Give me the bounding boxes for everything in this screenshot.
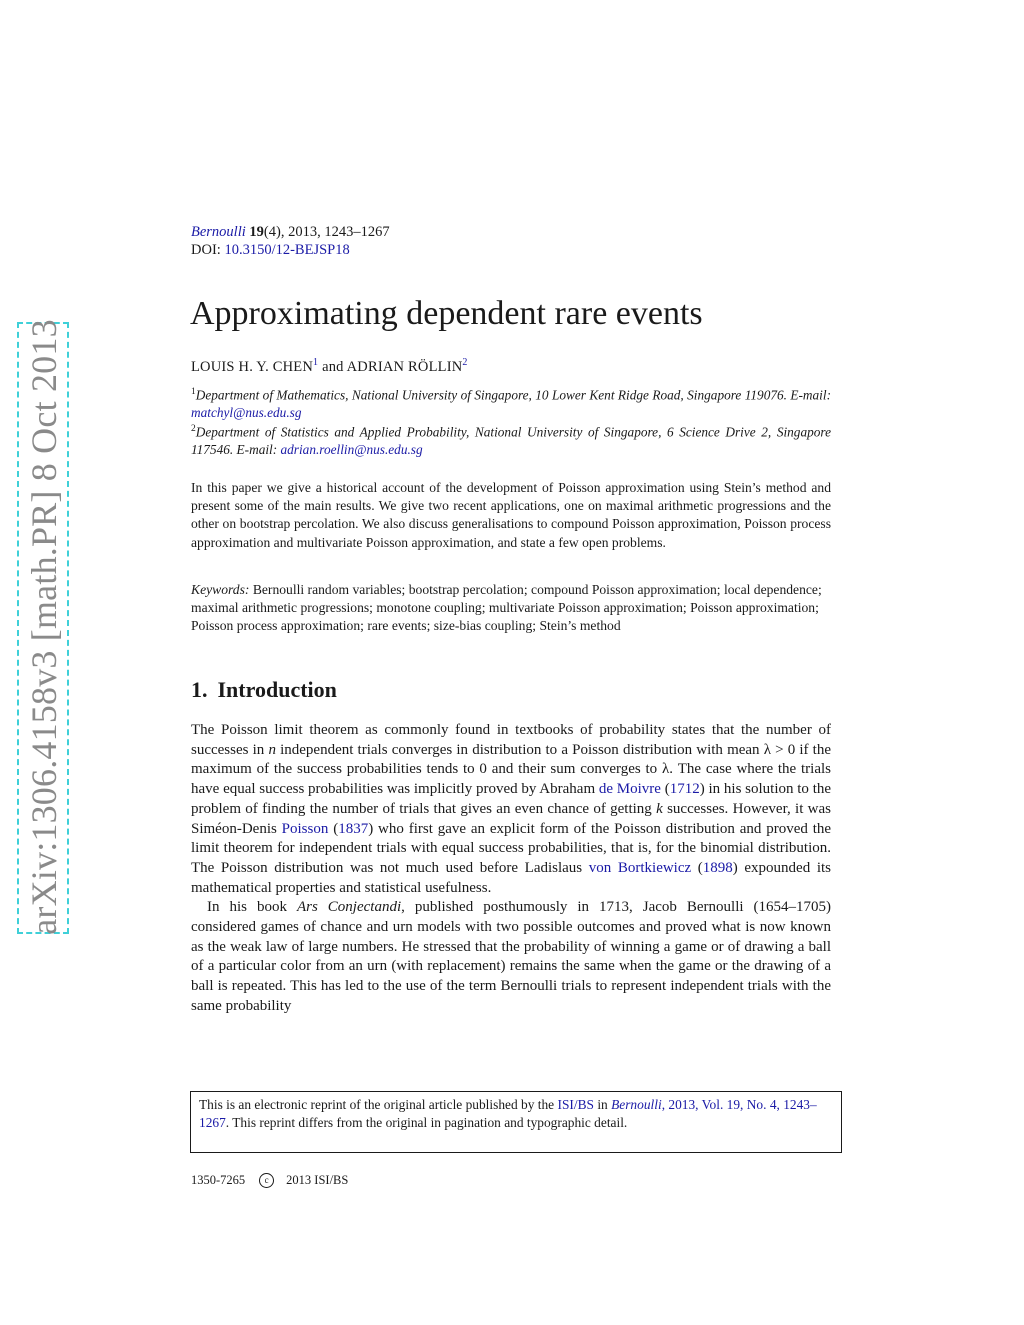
authors-and: and [322,358,344,375]
citation-year-1898[interactable]: 1898 [702,859,733,876]
affiliation-1-text: Department of Mathematics, National University of Singapore, 10 Lower Kent Ridge Road, Singapore 119076. E-mail: [195,387,831,403]
section-title: Introduction [217,677,337,702]
issn: 1350-7265 [191,1173,246,1187]
journal-citation-line [191,223,390,241]
paper-title: Approximating dependent rare events [190,295,703,332]
journal-volume: 19 [249,224,264,240]
text-run: who first gave an explicit form of the Poisson distribution and proved the limit theorem for independent trials with equal success probabilities, that is, for the binomial distribution. The Poisson distribution was not much used before Ladislaus [191,820,832,876]
author-1: LOUIS H. Y. CHEN [191,358,314,375]
affiliation-2 [191,420,831,459]
doi-line [191,241,390,259]
keywords [191,581,831,636]
citation-year-1712[interactable]: 1712 [669,781,700,798]
math-n: n [268,741,276,758]
text-run: expounded its mathematical properties and statistical usefulness. [191,859,831,896]
publisher-link[interactable]: ISI/BS [557,1097,594,1112]
journal-header [191,223,390,259]
copyright-symbol: c [259,1173,274,1188]
arxiv-identifier[interactable]: arXiv:1306.4158v3 [math.PR] 8 Oct 2013 [24,319,64,935]
citation-de-moivre[interactable]: de Moivre [598,781,661,798]
citation-poisson[interactable]: Poisson [281,820,329,837]
author-line [191,354,468,376]
paragraph-2 [191,898,831,1016]
journal-issue-pages: (4), 2013, 1243–1267 [263,224,390,240]
citation-von-bortkiewicz[interactable]: von Bortkiewicz [588,859,692,876]
text-run: successes. However, it was Siméon-Denis [191,800,831,837]
text-run: in his solution to the problem of finding the number of trials that gives an even chance of getting [191,781,832,817]
author-2-affil-ref[interactable]: 2 [462,357,468,368]
book-title-ars-conjectandi: Ars Conjectandi [296,899,402,916]
email-chen-link[interactable]: matchyl@nus.edu.sg [191,405,302,421]
math-k: k [656,800,663,817]
text-run: in [597,1097,608,1112]
section-number: 1. [191,677,208,702]
reprint-notice [190,1091,842,1153]
doi-label: DOI: [191,242,221,258]
text-run: independent trials converges in distribution to a Poisson distribution with mean λ > 0 if the maximum of the success probabilities tends to 0 and their sum converges to λ. The case where the trials have equal success probabilities was implicitly proved by Abraham [191,741,832,798]
affiliation-2-number: 2 [191,424,196,434]
text-run: This is an electronic reprint of the original article published by the [199,1097,555,1112]
keywords-label: Keywords: [191,582,250,597]
author-2: ADRIAN RÖLLIN [346,358,463,375]
affiliation-2-text: Department of Statistics and Applied Probability, National University of Singapore, 6 Science Drive 2, Singapore 117546. E-mail: [191,424,831,458]
journal-link[interactable]: Bernoulli [191,224,246,240]
author-1-affil-ref[interactable]: 1 [313,357,319,368]
abstract: In this paper we give a historical account of the development of Poisson approximation using Stein’s method and present some of the main results. We give two recent applications, one on maximal arithmetic progressions and the other on bootstrap percolation. We also discuss generalisations to compound Poisson approximation, Poisson process approximation and multivariate Poisson approximation, and state a few open problems. [191,480,831,550]
citation-year-1837[interactable]: 1837 [338,820,369,837]
reprint-citation-link[interactable]: , 2013, Vol. 19, No. 4, 1243–1267 [199,1097,817,1130]
section-heading-introduction [191,677,337,703]
copyright-holder: 2013 ISI/BS [286,1173,349,1187]
text-run: . This reprint differs from the original in pagination and typographic detail. [225,1115,628,1130]
copyright-line [191,1173,348,1188]
email-rollin-link[interactable]: adrian.roellin@nus.edu.sg [280,442,423,458]
introduction-body [191,721,831,1017]
affiliation-1-number: 1 [191,387,196,397]
text-run: , published posthumously in 1713, Jacob Bernoulli (1654–1705) considered games of chance and urn models with two possible outcomes and proved what is now known as the weak law of large numbers. He stressed that the probability of winning a game or of drawing a ball of a particular color from an urn (with replacement) remains the same when the game or the drawing of a ball is repeated. This has led to the use of the term Bernoulli trials to represent independent trials with the same probability [191,899,832,1014]
paragraph-1: The Poisson limit theorem as commonly found in textbooks of probability states that the number of successes in n independent trials converges in distribution to a Poisson distribution with mean λ > 0 if the maximum of the success probabilities tends to 0 and their sum converges to λ. The case where the trials have equal success probabilities was implicitly proved by Abraham de Moivre (1712) in his solution to the problem of finding the number of trials that gives an even chance of getting k successes. However, it was Siméon-Denis Poisson (1837) who first gave an explicit form of the Poisson distribution and proved the limit theorem for independent trials with equal success probabilities, that is, for the binomial distribution. The Poisson distribution was not much used before Ladislaus von Bortkiewicz (1898) expounded its mathematical properties and statistical usefulness. [191,722,832,896]
text-run: In his book [207,899,287,916]
reprint-journal-link[interactable]: Bernoulli [611,1097,662,1112]
keywords-list: Bernoulli random variables; bootstrap percolation; compound Poisson approximation; local dependence; maximal arithmetic progressions; monotone coupling; multivariate Poisson approximation; Poisson approximation; Poisson process approximation; rare events; size-bias coupling; Stein’s method [191,582,822,634]
doi-link[interactable]: 10.3150/12-BEJSP18 [224,242,350,258]
affiliation-1 [191,383,831,422]
text-run: The Poisson limit theorem as commonly found in textbooks of probability states that the number of successes in [191,722,831,758]
